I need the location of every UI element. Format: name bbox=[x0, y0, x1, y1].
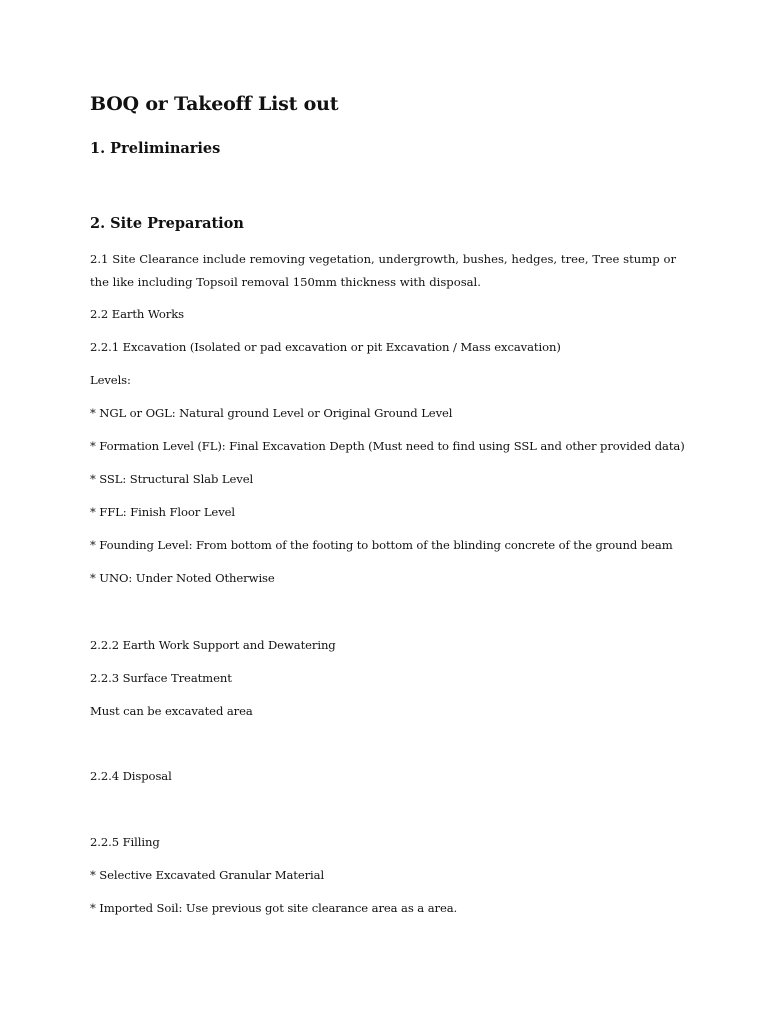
list-item-level: * Formation Level (FL): Final Excavation Depth (Must need to find using SSL and other provided data) bbox=[90, 439, 685, 453]
list-item-filling: * Imported Soil: Use previous got site clearance area as a area. bbox=[90, 901, 458, 915]
subheading-filling: 2.2.5 Filling bbox=[90, 835, 160, 849]
subheading-surface-treatment: 2.2.3 Surface Treatment bbox=[90, 671, 232, 685]
surface-treatment-note: Must can be excavated area bbox=[90, 704, 253, 718]
document-title: BOQ or Takeoff List out bbox=[90, 93, 339, 115]
list-item-level: * Founding Level: From bottom of the footing to bottom of the blinding concrete of the ground beam bbox=[90, 538, 673, 552]
list-item-filling: * Selective Excavated Granular Material bbox=[90, 868, 325, 882]
levels-label: Levels: bbox=[90, 373, 131, 387]
list-item-level: * UNO: Under Noted Otherwise bbox=[90, 571, 275, 585]
subheading-excavation: 2.2.1 Excavation (Isolated or pad excavation or pit Excavation / Mass excavation) bbox=[90, 340, 561, 354]
list-item-level: * NGL or OGL: Natural ground Level or Original Ground Level bbox=[90, 406, 453, 420]
list-item-level: * FFL: Finish Floor Level bbox=[90, 505, 236, 519]
list-item-level: * SSL: Structural Slab Level bbox=[90, 472, 254, 486]
subheading-disposal: 2.2.4 Disposal bbox=[90, 769, 172, 783]
subheading-earth-works: 2.2 Earth Works bbox=[90, 307, 184, 321]
section-heading-site-preparation: 2. Site Preparation bbox=[90, 215, 244, 232]
section-heading-preliminaries: 1. Preliminaries bbox=[90, 140, 221, 157]
subheading-earth-work-support: 2.2.2 Earth Work Support and Dewatering bbox=[90, 638, 336, 652]
paragraph-site-clearance: 2.1 Site Clearance include removing vegetation, undergrowth, bushes, hedges, tree, Tree stump or the like including Topsoil removal 150mm thickness with disposal. bbox=[90, 252, 676, 289]
